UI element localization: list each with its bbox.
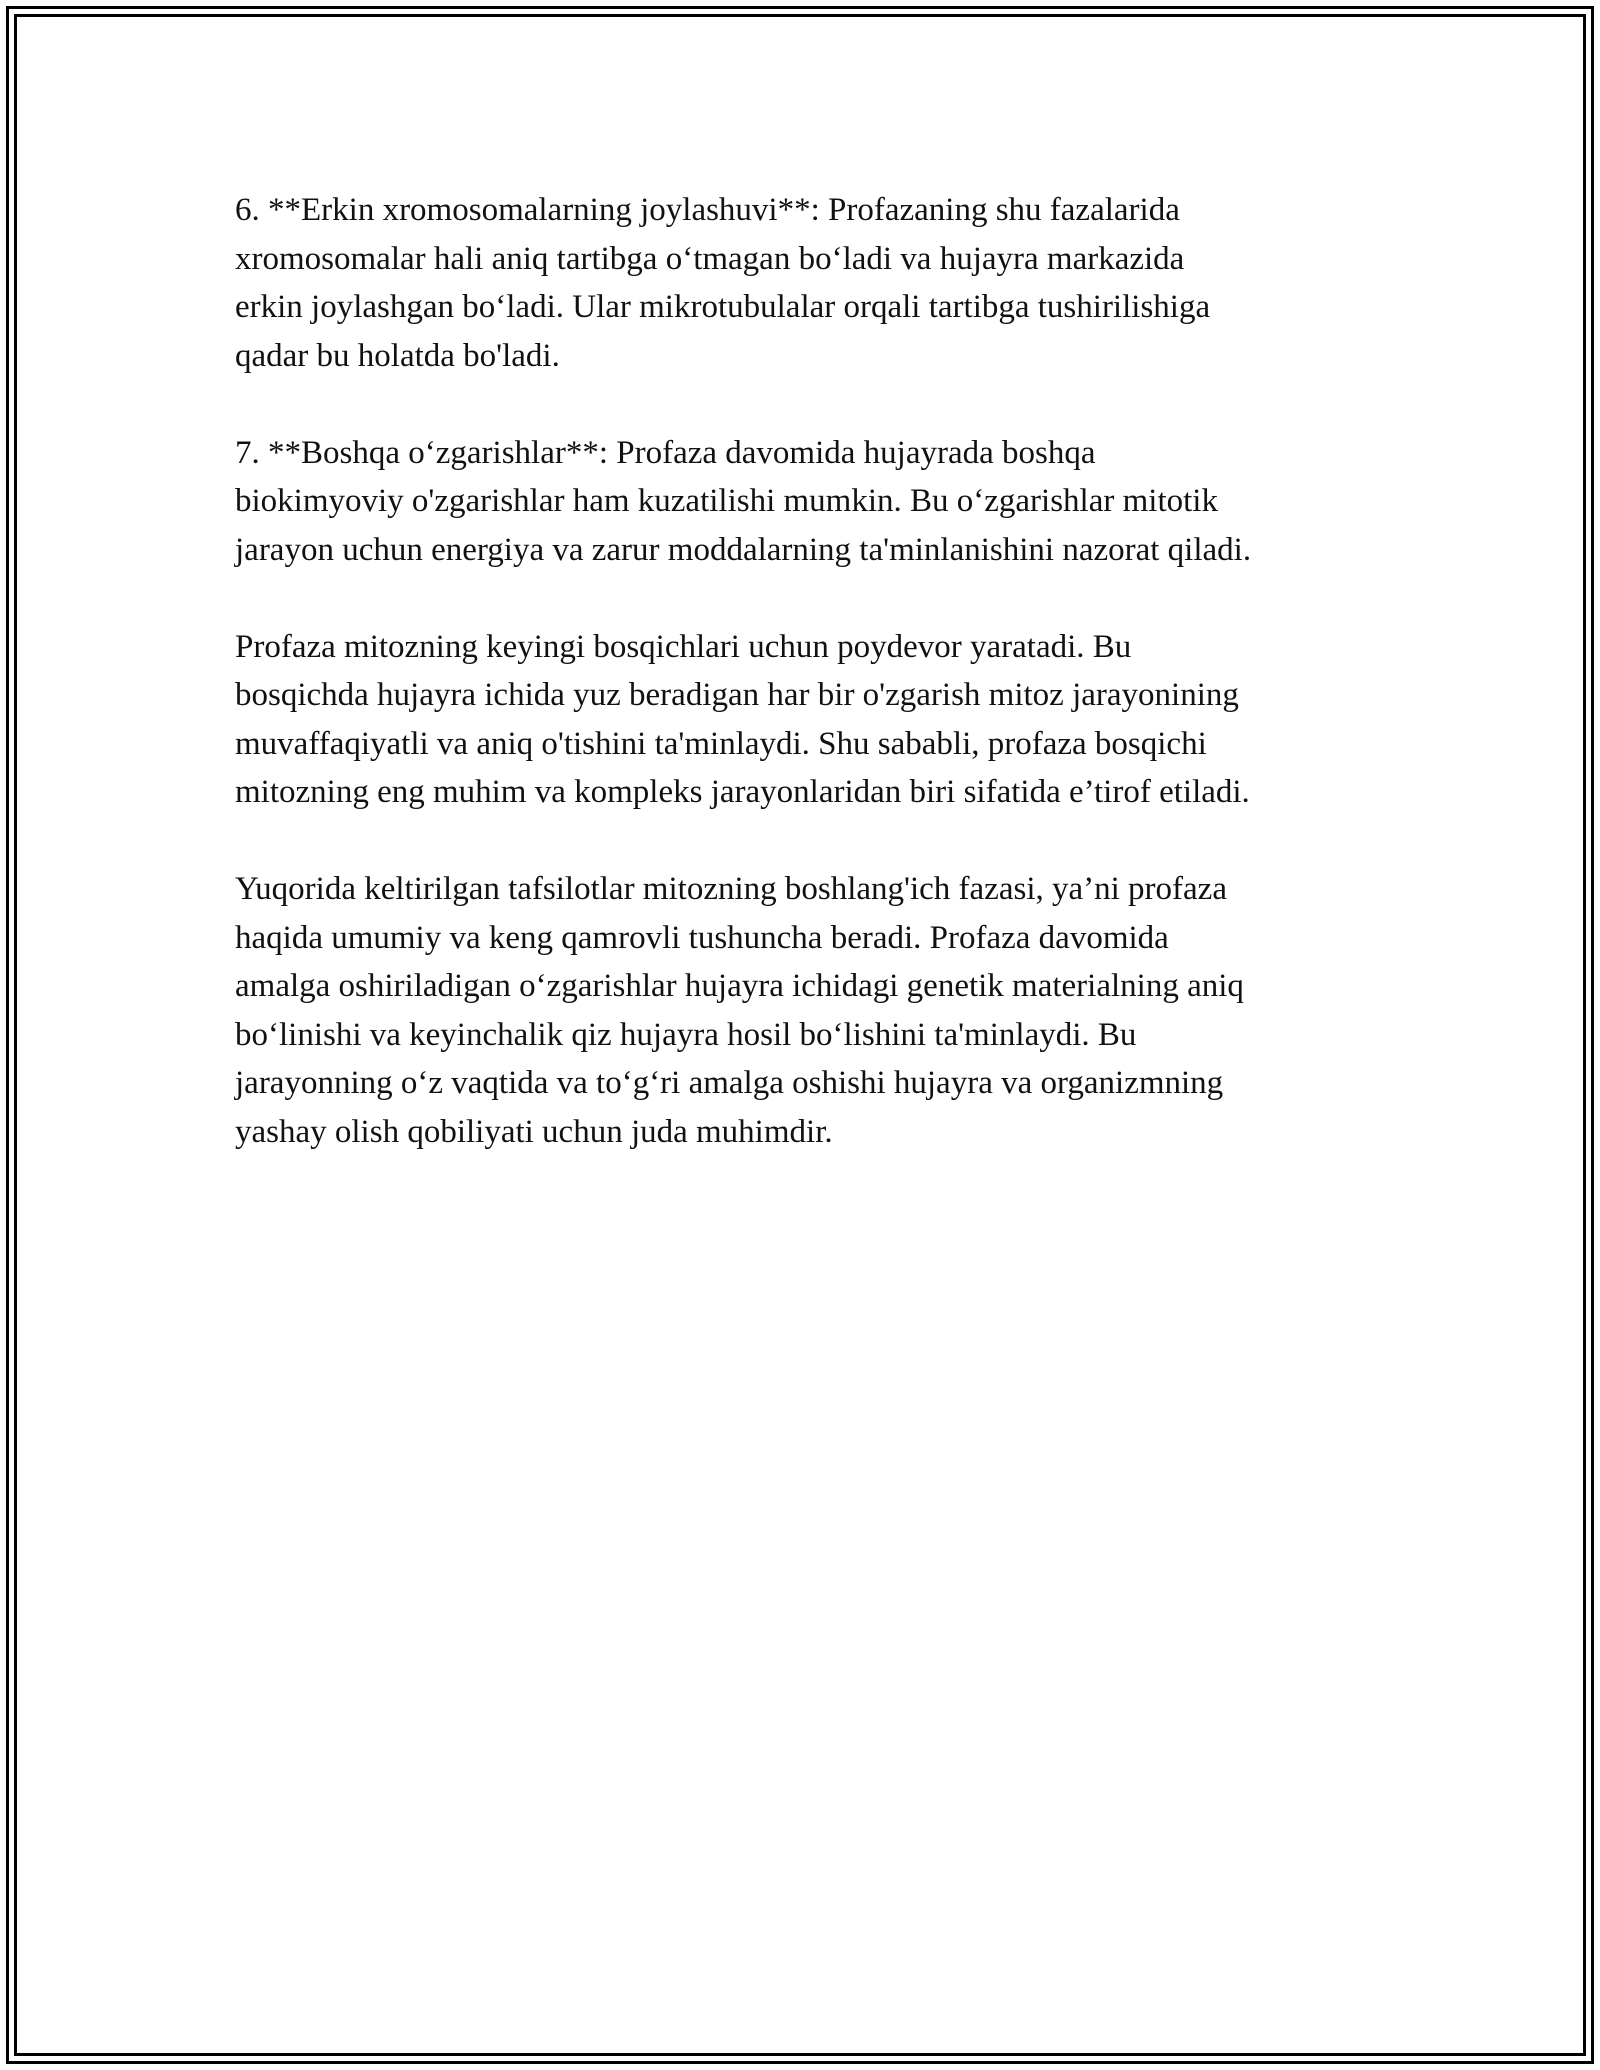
text-line: mitozning eng muhim va kompleks jarayonlaridan biri sifatida e’tirof etiladi. <box>235 774 1250 810</box>
text-line: bo‘linishi va keyinchalik qiz hujayra hosil bo‘lishini ta'minlaydi. Bu <box>235 1016 1137 1053</box>
text-line: xromosomalar hali aniq tartibga o‘tmagan bo‘ladi va hujayra markazida <box>235 240 1185 277</box>
text-line: bosqichda hujayra ichida yuz beradigan har bir o'zgarish mitoz jarayonining <box>235 677 1239 713</box>
text-line: jarayonning o‘z vaqtida va to‘g‘ri amalga oshishi hujayra va organizmning <box>235 1065 1224 1101</box>
paragraph-conclusion <box>235 865 1385 1156</box>
text-line: muvaffaqiyatli va aniq o'tishini ta'minlaydi. Shu sababli, profaza bosqichi <box>235 725 1207 762</box>
paragraph-summary <box>235 623 1385 817</box>
text-line: erkin joylashgan bo‘ladi. Ular mikrotubulalar orqali tartibga tushirilishiga <box>235 289 1211 325</box>
text-line: biokimyoviy o'zgarishlar ham kuzatilishi mumkin. Bu o‘zgarishlar mitotik <box>235 483 1218 519</box>
text-line: Yuqorida keltirilgan tafsilotlar mitozning boshlang'ich fazasi, ya’ni profaza <box>235 871 1227 907</box>
text-line: 7. **Boshqa o‘zgarishlar**: Profaza davomida hujayrada boshqa <box>235 434 1096 471</box>
text-line: jarayon uchun energiya va zarur moddalarning ta'minlanishini nazorat qiladi. <box>235 531 1252 568</box>
text-line: yashay olish qobiliyati uchun juda muhimdir. <box>235 1113 833 1150</box>
text-line: Profaza mitozning keyingi bosqichlari uchun poydevor yaratadi. Bu <box>235 628 1132 665</box>
text-line: qadar bu holatda bo'ladi. <box>235 337 560 374</box>
text-line: 6. **Erkin xromosomalarning joylashuvi**: Profazaning shu fazalarida <box>235 192 1180 228</box>
text-line: amalga oshiriladigan o‘zgarishlar hujayra ichidagi genetik materialning aniq <box>235 968 1244 1004</box>
paragraph-item-6 <box>235 186 1385 380</box>
paragraph-item-7 <box>235 429 1385 575</box>
document-body <box>235 186 1385 1205</box>
text-line: haqida umumiy va keng qamrovli tushuncha beradi. Profaza davomida <box>235 919 1169 956</box>
